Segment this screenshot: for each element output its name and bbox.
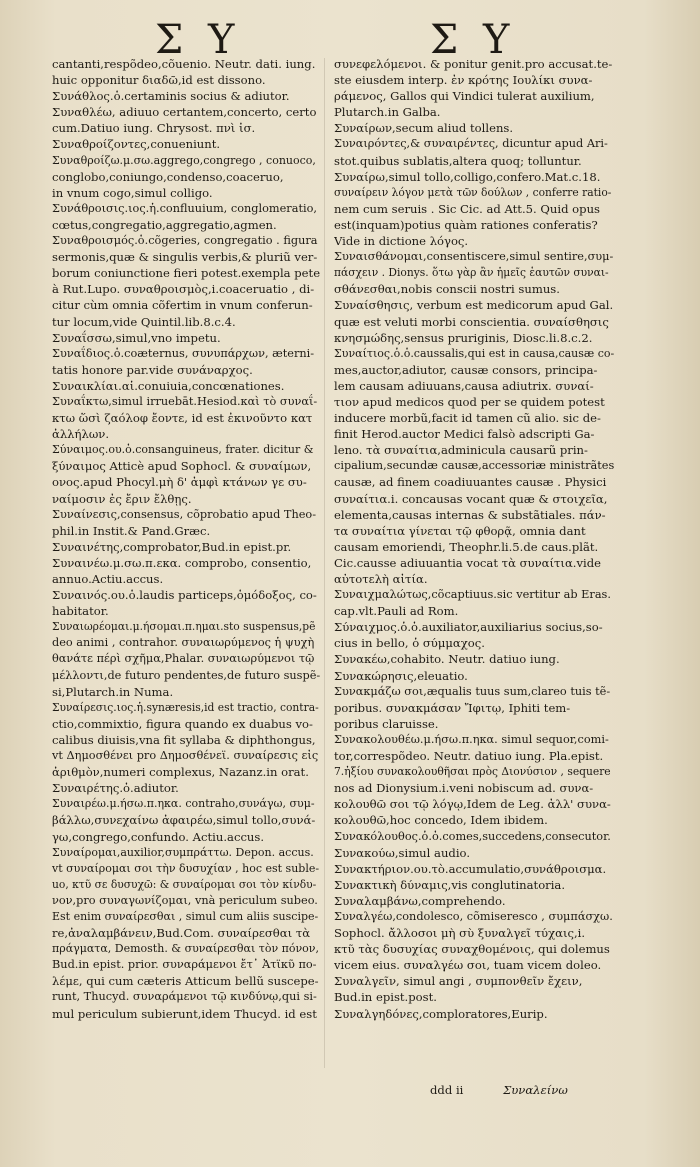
text-line: Συναίνεσις,consensus, cõprobatio apud Theo- bbox=[52, 507, 317, 521]
text-line: Συναικλίαι.αἱ.conuiuia,concœnationes. bbox=[52, 378, 285, 393]
text-line: vt συναίρομαι σοι τὴν δυσυχίαν , hoc est suble- bbox=[52, 861, 320, 875]
text-line: πράγματα, Demosth. & συναίρεσθαι τὸν πόνον, bbox=[52, 942, 319, 956]
text-line: Συνακόλουθος.ὁ.ὁ.comes,succedens,consecutor. bbox=[334, 829, 611, 843]
text-line: deo animi , contrahor. συναιωρύμενος ἡ ψυχὴ bbox=[52, 636, 315, 650]
text-line: Bud.in epist.post. bbox=[334, 990, 437, 1005]
text-line: tatis honore par.vide συνάναρχος. bbox=[52, 362, 253, 377]
text-line: mes,auctor,adiutor, causæ consors, principa- bbox=[334, 362, 598, 377]
text-line: λέμε, qui cum cæteris Atticum bellũ suscepe- bbox=[52, 974, 319, 989]
text-line: Συνακτικὴ δύναμις,vis conglutinatoria. bbox=[334, 877, 566, 892]
text-line: causæ, ad finem coadiuuantes causæ . Physici bbox=[334, 475, 607, 490]
text-line: συνεφελόμενοι. & ponitur genit.pro accusat.te- bbox=[334, 57, 613, 71]
text-line: Συναιρόντες,& συναιρέντες, dicuntur apud Ari- bbox=[334, 137, 608, 151]
text-line: Συνάθροισις.ιος.ἡ.confluuium, conglomeratio, bbox=[52, 201, 317, 215]
text-line: κολουθῶ σοι τῷ λόγῳ,Idem de Leg. ἀλλ' συνα- bbox=[334, 797, 611, 812]
text-line: κνησμώδης,sensus pruriginis, Diosc.li.8.c.2. bbox=[334, 330, 593, 345]
text-line: κολουθῶ,hoc concedo, Idem ibidem. bbox=[334, 813, 548, 828]
column-divider bbox=[324, 58, 325, 1068]
text-line: nos ad Dionysium.i.veni nobiscum ad. συνα- bbox=[334, 781, 594, 796]
text-line: Cic.causse adiuuantia vocat τὰ συναίτια.vide bbox=[334, 555, 602, 570]
text-line: Sophocl. ἄλλοσοι μὴ σὺ ξυναλγεῖ τύχαις,i. bbox=[334, 926, 586, 941]
text-line: finit Herod.auctor Medici falsò adscripti Ga- bbox=[334, 427, 595, 442]
text-line: Συναιχμαλώτως,cõcaptiuus.sic vertitur ab Eras. bbox=[334, 588, 611, 602]
text-line: 7.ἠξίου συνακολουθῆσαι πρὸς Διονύσιον , sequere bbox=[334, 765, 611, 779]
text-line: nem cum seruis . Sic Cic. ad Att.5. Quid opus bbox=[334, 201, 600, 216]
text-line: Συναθροίζω.μ.σω.aggrego,congrego , conuoco, bbox=[52, 153, 316, 167]
text-line: elementa,causas internas & substãtiales. πάν- bbox=[334, 507, 606, 522]
text-line: Συναινέω.μ.σω.π.εκα. comprobo, consentio, bbox=[52, 555, 312, 570]
text-line: συναίρειν λόγον μετὰ τῶν δούλων , conferre ratio- bbox=[334, 185, 612, 199]
text-line: uo, κτῦ σε δυσυχῶ: & συναίρομαι σοι τὸν κίνδυ- bbox=[52, 877, 317, 891]
text-line: γω,congrego,confundo. Actiu.accus. bbox=[52, 829, 265, 844]
text-line: cipalium,secundæ causæ,accessoriæ ministrãtes bbox=[334, 459, 614, 473]
text-line: cum.Datiuo iung. Chrysost. πνὶ ἰσ. bbox=[52, 121, 256, 136]
text-line: poribus. συνακμάσαν Ἴφιτῳ, Iphiti tem- bbox=[334, 700, 571, 715]
running-head-right: Σ Υ bbox=[430, 17, 516, 63]
text-line: νον,pro συναγωνίζομαι, vnà periculum subeo. bbox=[52, 893, 318, 907]
text-line: lem causam adiuuans,causa adiutrix. συναί- bbox=[334, 378, 594, 393]
text-line: Συναθροισμός.ὁ.cõgeries, congregatio . figura bbox=[52, 234, 318, 248]
text-line: συναίτια.i. concausas vocant quæ & στοιχεῖα, bbox=[334, 491, 608, 506]
text-line: inducere morbũ,facit id tamen cũ alio. sic de- bbox=[334, 411, 601, 426]
text-line: re,ἀναλαμβάνειν,Bud.Com. συναίρεσθαι τὰ bbox=[52, 926, 311, 941]
text-line: Bud.in epist. prior. συναράμενοι ἔτ᾽ Ἀτϊκῦ πο- bbox=[52, 958, 317, 972]
text-line: sermonis,quæ & singulis verbis,& pluriũ ver- bbox=[52, 250, 318, 265]
text-line: Συναιωρέομαι.μ.ήσομαι.π.ημαι.sto suspensus,pẽ bbox=[52, 620, 316, 634]
text-line: Συνακτήριον.ου.τὸ.accumulatio,συνάθροισμα. bbox=[334, 861, 607, 876]
text-line: à Rut.Lupo. συναθροισμὸς,i.coaceruatio , di- bbox=[52, 282, 315, 297]
text-line: Συνακούω,simul audio. bbox=[334, 845, 471, 860]
text-line: ονος.apud Phocyl.μὴ δ' ἀμφὶ κτάνων γε συ- bbox=[52, 475, 307, 490]
running-head-left: Σ Υ bbox=[155, 17, 241, 63]
text-line: Σύναιχμος.ὁ.ὁ.auxiliator,auxiliarius socius,so- bbox=[334, 620, 603, 635]
text-line: Συνακέω,cohabito. Neutr. datiuo iung. bbox=[334, 652, 560, 667]
text-line: calibus diuisis,vna fit syllaba & diphthongus, bbox=[52, 732, 316, 747]
text-line: Συναλαμβάνω,comprehendo. bbox=[334, 893, 506, 908]
page-footer bbox=[430, 1083, 568, 1097]
left-column bbox=[52, 56, 320, 1022]
text-line: ἀριθμὸν,numeri complexus, Nazanz.in orat. bbox=[52, 765, 309, 780]
text-line: quæ est veluti morbi conscientia. συναίσθησις bbox=[334, 314, 609, 329]
catchword: Συναλείνω bbox=[503, 1083, 568, 1097]
text-line: citur cùm omnia cõfertim in vnum conferun- bbox=[52, 298, 313, 313]
text-line: Συνακώρησις,eleuatio. bbox=[334, 668, 468, 683]
text-line: Σύναιμος.ου.ὁ.consanguineus, frater. dicitur & bbox=[52, 443, 314, 457]
text-line: leno. τὰ συναίτια,adminicula causarũ prin- bbox=[334, 443, 588, 458]
text-line: βάλλω,συνεχαίνω ἀφαιρέω,simul tollo,συνά- bbox=[52, 813, 316, 828]
text-line: Συνακμάζω σοι,æqualis tuus sum,clareo tuis tẽ- bbox=[334, 684, 611, 698]
text-line: cœtus,congregatio,aggregatio,agmen. bbox=[52, 217, 277, 232]
text-line: Plutarch.in Galba. bbox=[334, 105, 441, 120]
text-line: κτῦ τὰς δυσυχίας συναχθομένοις, qui dolemus bbox=[334, 942, 610, 957]
text-line: ste eiusdem interp. ἐν κρότης Ιουλίκι συνα- bbox=[334, 73, 593, 88]
text-line: Συναΐδιος.ὁ.coæternus, συνυπάρχων, æterni- bbox=[52, 346, 315, 360]
text-line: Συναλγεῖν, simul angi , συμπονθεῖν ἔχειν, bbox=[334, 974, 583, 989]
text-line: tor,correspõdeo. Neutr. datiuo iung. Pla.epist. bbox=[334, 749, 604, 764]
text-line: μέλλοντι,de futuro pendentes,de futuro suspẽ- bbox=[52, 668, 320, 682]
text-line: Συναΐσσω,simul,vno impetu. bbox=[52, 330, 221, 345]
text-line: Συναιρέω.μ.ήσω.π.ηκα. contraho,συνάγω, συμ- bbox=[52, 797, 315, 811]
text-line: Συναινός.ου.ὁ.laudis particeps,ὁμόδοξος, co- bbox=[52, 588, 317, 603]
text-line: ναίμοσιν ἐς ἔριν ἔλθῃς. bbox=[52, 491, 192, 506]
text-line: Συνάθλος.ὁ.certaminis socius & adiutor. bbox=[52, 89, 290, 104]
text-line: πάσχειν . Dionys. ὅτω γὰρ ἂν ἡμεῖς ἑαυτῶν συναι- bbox=[334, 266, 609, 280]
text-line: Συναθλέω, adiuuo certantem,concerto, certo bbox=[52, 105, 317, 120]
text-line: tur locum,vide Quintil.lib.8.c.4. bbox=[52, 314, 236, 329]
text-line: σθάνεσθαι,nobis conscii nostri sumus. bbox=[334, 282, 560, 297]
text-line: Συναίρεσις.ιος.ἡ.synæresis,id est tractio, contra- bbox=[52, 700, 319, 714]
text-line: Συναιρέτης.ὁ.adiutor. bbox=[52, 781, 179, 796]
text-line: κτω ὥσὶ ζαόλοφ ἔοντε, id est ἐκινοῦντο κατ bbox=[52, 411, 313, 426]
right-column bbox=[334, 56, 614, 1022]
text-line: τιον apud medicos quod per se quidem potest bbox=[334, 394, 605, 409]
text-line: est(inquam)potius quàm rationes conferatis? bbox=[334, 217, 598, 232]
text-line: mul periculum subierunt,idem Thucyd. id est bbox=[52, 1006, 317, 1021]
text-line: Vide in dictione λόγος. bbox=[334, 234, 469, 249]
text-line: habitator. bbox=[52, 604, 109, 619]
text-line: Συναθροίζοντες,conueniunt. bbox=[52, 137, 221, 152]
text-line: vt Δημοσθένει pro Δημοσθένεϊ. συναίρεσις εἰς bbox=[52, 749, 319, 763]
text-line: in vnum cogo,simul colligo. bbox=[52, 185, 213, 200]
text-line: cantanti,respõdeo,cõuenio. Neutr. dati. iung. bbox=[52, 57, 316, 71]
text-line: Συναίτιος.ὁ.ὁ.caussalis,qui est in causa,causæ co- bbox=[334, 346, 614, 360]
text-line: Συναλγηδόνες,comploratores,Eurip. bbox=[334, 1006, 548, 1021]
text-line: ἀλλήλων. bbox=[52, 427, 110, 442]
text-line: poribus claruisse. bbox=[334, 716, 439, 731]
text-line: Συνακολουθέω.μ.ήσω.π.ηκα. simul sequor,comi- bbox=[334, 732, 609, 746]
text-line: cap.vlt.Pauli ad Rom. bbox=[334, 604, 459, 619]
text-line: Est enim συναίρεσθαι , simul cum aliis suscipe- bbox=[52, 909, 319, 923]
text-line: ράμενος, Gallos qui Vindici tulerat auxilium, bbox=[334, 89, 595, 104]
text-line: Συναινέτης,comprobator,Bud.in epist.pr. bbox=[52, 539, 292, 554]
text-line: Συναίρων,secum aliud tollens. bbox=[334, 121, 514, 136]
text-line: Συναίσθησις, verbum est medicorum apud Gal. bbox=[334, 298, 614, 313]
text-line: annuo.Actiu.accus. bbox=[52, 572, 164, 586]
text-line: ξύναιμος Atticè apud Sophocl. & συναίμων, bbox=[52, 459, 312, 474]
text-line: runt, Thucyd. συναράμενοι τῷ κινδύνῳ,qui si- bbox=[52, 990, 317, 1004]
text-line: borum coniunctione fieri potest.exempla pete bbox=[52, 266, 320, 281]
text-line: cius in bello, ὁ σύμμαχος. bbox=[334, 636, 485, 651]
text-line: Συναίρω,simul tollo,colligo,confero.Mat.c.18. bbox=[334, 169, 601, 184]
text-line: Συναΐκτω,simul irruebāt.Hesiod.καὶ τὸ συναΐ- bbox=[52, 394, 318, 408]
text-line: causam emoriendi, Theophr.li.5.de caus.plãt. bbox=[334, 539, 599, 554]
text-line: stot.quibus sublatis,altera quoq; tolluntur. bbox=[334, 153, 582, 168]
text-line: si,Plutarch.in Numa. bbox=[52, 684, 174, 699]
text-line: huic opponitur διαδῶ,id est dissono. bbox=[52, 73, 266, 88]
text-line: τα συναίτια γίνεται τῷ φθορᾷ, omnia dant bbox=[334, 523, 586, 538]
text-line: Συναισθάνομαι,consentiscere,simul sentire,συμ- bbox=[334, 250, 614, 264]
text-line: θανάτε πέρὶ σχῆμα,Phalar. συναιωρύμενοι τῷ bbox=[52, 652, 315, 666]
text-line: Συναίρομαι,auxilior,συμπράττω. Depon. accus. bbox=[52, 845, 314, 859]
text-line: conglobo,coniungo,condenso,coaceruo, bbox=[52, 169, 284, 184]
text-line: vicem eius. συναλγέω σοι, tuam vicem doleo. bbox=[334, 958, 602, 973]
text-line: phil.in Instit.& Pand.Græc. bbox=[52, 523, 211, 538]
text-line: ctio,commixtio, figura quando ex duabus vo- bbox=[52, 716, 313, 731]
text-line: Συναλγέω,condolesco, cõmiseresco , συμπάσχω. bbox=[334, 909, 613, 923]
text-line: αὐτοτελὴ αἰτία. bbox=[334, 572, 428, 586]
signature-mark: ddd ii bbox=[430, 1083, 464, 1097]
